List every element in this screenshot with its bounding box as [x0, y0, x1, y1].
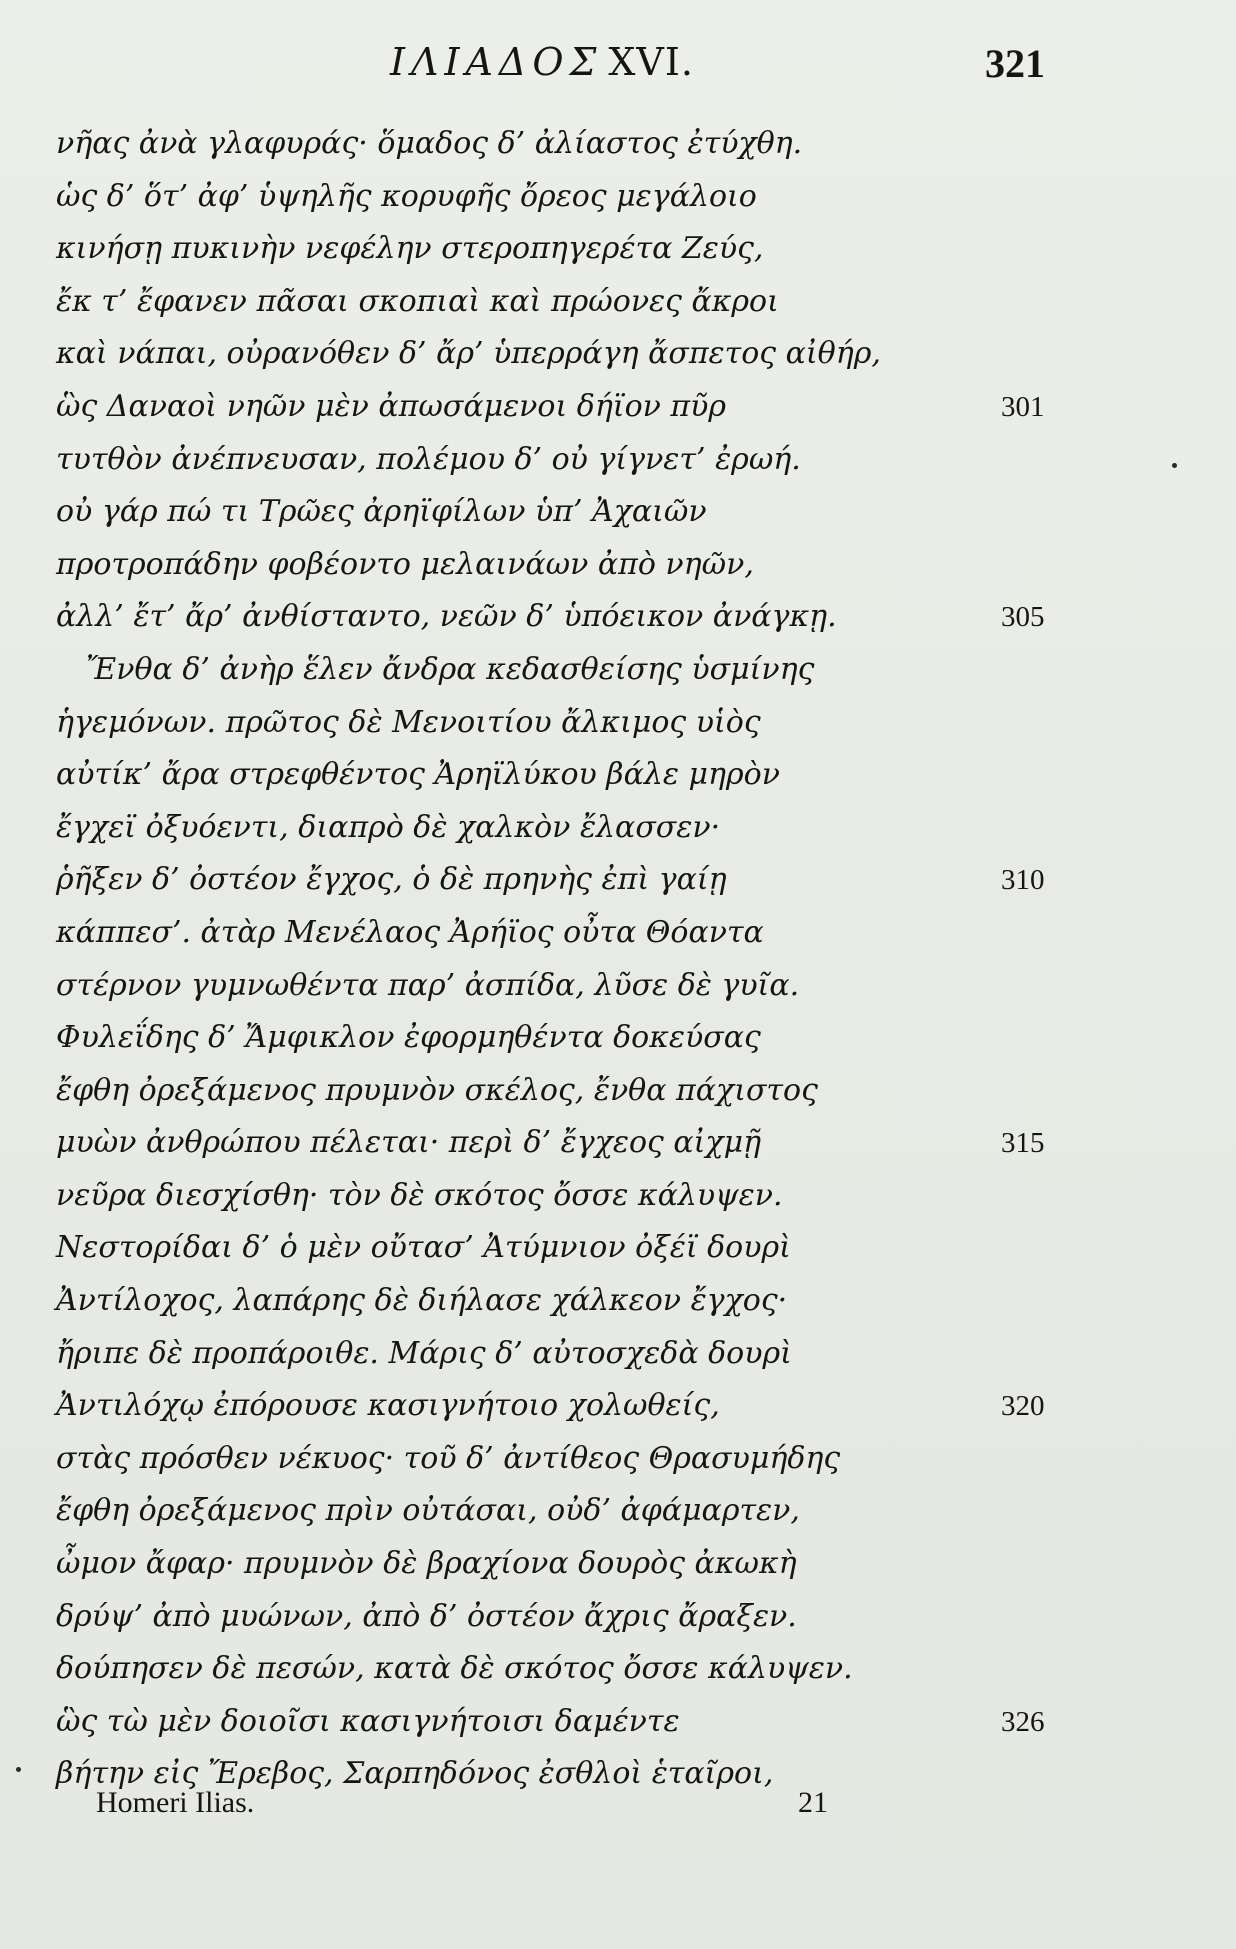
- verse-text: αὐτίκ’ ἄρα στρεφθέντος Ἀρηϊλύκου βάλε μηρὸν: [56, 757, 780, 793]
- verse-text: νεῦρα διεσχίσθη· τὸν δὲ σκότος ὄσσε κάλυψεν.: [56, 1177, 783, 1213]
- verse-text: ἔφθη ὀρεξάμενος πρὶν οὐτάσαι, οὐδ’ ἀφάμαρτεν,: [56, 1493, 800, 1529]
- verse-line: [56, 1485, 1056, 1538]
- page-number: 321: [985, 41, 1045, 86]
- verse-line: [56, 1170, 1056, 1223]
- line-number: 326: [1001, 1705, 1045, 1738]
- verse-text: προτροπάδην φοβέοντο μελαινάων ἀπὸ νηῶν,: [56, 546, 754, 582]
- book-number: XVI.: [608, 40, 694, 84]
- signature-title: Homeri Ilias.: [96, 1786, 255, 1819]
- verse-line: [56, 118, 1056, 171]
- verse-line: [56, 328, 1056, 381]
- verse-text: δούπησεν δὲ πεσών, κατὰ δὲ σκότος ὄσσε κάλυψεν.: [56, 1651, 853, 1687]
- verse-line: [56, 907, 1056, 960]
- verse-text: ἀλλ’ ἔτ’ ἄρ’ ἀνθίσταντο, νεῶν δ’ ὑπόεικον ἀνάγκῃ.: [56, 599, 837, 635]
- verse-text: ἔγχεϊ ὀξυόεντι, διαπρὸ δὲ χαλκὸν ἔλασσεν·: [56, 809, 721, 845]
- verse-text: ἡγεμόνων. πρῶτος δὲ Μενοιτίου ἄλκιμος υἱὸς: [56, 704, 761, 740]
- verse-line: [56, 1275, 1056, 1328]
- verse-line: [56, 697, 1056, 750]
- verse-text: δρύψ’ ἀπὸ μυώνων, ἀπὸ δ’ ὀστέον ἄχρις ἄραξεν.: [56, 1598, 797, 1634]
- verse-line: [56, 276, 1056, 329]
- verse-text: Φυλεΐδης δ’ Ἄμφικλον ἐφορμηθέντα δοκεύσας: [56, 1020, 761, 1056]
- ink-speck: [16, 1767, 21, 1772]
- verse-line: [56, 802, 1056, 855]
- verse-text: ὡς δ’ ὅτ’ ἀφ’ ὑψηλῆς κορυφῆς ὄρεος μεγάλοιο: [56, 178, 757, 214]
- verse-line: [56, 644, 1056, 697]
- verse-text: νῆας ἀνὰ γλαφυράς· ὅμαδος δ’ ἀλίαστος ἐτύχθη.: [56, 126, 803, 161]
- verse-text: βήτην εἰς Ἔρεβος, Σαρπηδόνος ἐσθλοὶ ἑταῖροι,: [56, 1756, 774, 1792]
- verse-line: [56, 1222, 1056, 1275]
- running-head-title: [390, 40, 694, 84]
- verse-line: [56, 749, 1056, 802]
- line-number: 310: [1001, 864, 1045, 897]
- verse-text: οὐ γάρ πώ τι Τρῶες ἀρηϊφίλων ὑπ’ Ἀχαιῶν: [56, 494, 707, 530]
- verse-line: [56, 591, 1056, 644]
- verse-line: [56, 1643, 1056, 1696]
- verse-text: Νεστορίδαι δ’ ὁ μὲν οὔτασ’ Ἀτύμνιον ὀξέϊ δουρὶ: [56, 1230, 791, 1266]
- verse-text: ἤριπε δὲ προπάροιθε. Μάρις δ’ αὐτοσχεδὰ δουρὶ: [56, 1335, 792, 1371]
- verse-line: [56, 960, 1056, 1013]
- verse-line: [56, 1696, 1056, 1749]
- verse-text: κάππεσ’. ἀτὰρ Μενέλαος Ἀρήϊος οὖτα Θόαντα: [56, 914, 764, 950]
- signature-line: [0, 1786, 1236, 1836]
- verse-text: ὣς Δαναοὶ νηῶν μὲν ἀπωσάμενοι δήϊον πῦρ: [56, 388, 726, 424]
- verse-line: [56, 434, 1056, 487]
- verse-line: [56, 1591, 1056, 1644]
- verse-line: [56, 1117, 1056, 1170]
- running-head: [0, 40, 1236, 100]
- verse-text: καὶ νάπαι, οὐρανόθεν δ’ ἄρ’ ὑπερράγη ἄσπετος αἰθήρ,: [56, 336, 881, 372]
- verse-text: ὦμον ἄφαρ· πρυμνὸν δὲ βραχίονα δουρὸς ἀκωκὴ: [56, 1546, 797, 1582]
- verse-line: [56, 486, 1056, 539]
- verse-line: [56, 1380, 1056, 1433]
- verse-text: ῥῆξεν δ’ ὀστέον ἔγχος, ὁ δὲ πρηνὴς ἐπὶ γαίῃ: [56, 862, 727, 898]
- signature-number: 21: [798, 1786, 828, 1819]
- verse-text: Ἔνθα δ’ ἀνὴρ ἕλεν ἄνδρα κεδασθείσης ὑσμίνης: [86, 651, 815, 687]
- verse-line: [56, 381, 1056, 434]
- verse-text: Ἀντίλοχος, λαπάρης δὲ διήλασε χάλκεον ἔγχος·: [56, 1283, 788, 1319]
- ink-speck: [1172, 463, 1177, 468]
- verse-text: ὣς τὼ μὲν δοιοῖσι κασιγνήτοισι δαμέντε: [56, 1703, 680, 1739]
- line-number: 320: [1001, 1390, 1045, 1423]
- verse-text: ἔφθη ὀρεξάμενος πρυμνὸν σκέλος, ἔνθα πάχιστος: [56, 1072, 818, 1108]
- verse-line: [56, 854, 1056, 907]
- verse-text: μυὼν ἀνθρώπου πέλεται· περὶ δ’ ἔγχεος αἰχμῇ: [56, 1125, 762, 1161]
- verse-text: ἔκ τ’ ἔφανεν πᾶσαι σκοπιαὶ καὶ πρώονες ἄκροι: [56, 283, 779, 319]
- line-number: 315: [1001, 1127, 1045, 1160]
- line-number: 301: [1001, 390, 1045, 423]
- verse-line: [56, 1328, 1056, 1381]
- work-title: ΙΛΙΑΔΟΣ: [390, 40, 603, 84]
- verse-text: στὰς πρόσθεν νέκυος· τοῦ δ’ ἀντίθεος Θρασυμήδης: [56, 1440, 841, 1476]
- verse-line: [56, 223, 1056, 276]
- line-number: 305: [1001, 601, 1045, 634]
- verse-text: τυτθὸν ἀνέπνευσαν, πολέμου δ’ οὐ γίγνετ’ ἐρωή.: [56, 441, 801, 477]
- verse-line: [56, 1065, 1056, 1118]
- verse-line: [56, 539, 1056, 592]
- verse-text: στέρνον γυμνωθέντα παρ’ ἀσπίδα, λῦσε δὲ γυῖα.: [56, 967, 800, 1003]
- verse-list: [56, 118, 1056, 1801]
- verse-text: Ἀντιλόχῳ ἐπόρουσε κασιγνήτοιο χολωθείς,: [56, 1388, 720, 1424]
- verse-line: [56, 1538, 1056, 1591]
- verse-line: [56, 171, 1056, 224]
- verse-text: κινήσῃ πυκινὴν νεφέλην στεροπηγερέτα Ζεύς,: [56, 231, 764, 267]
- verse-line: [56, 1433, 1056, 1486]
- verse-line: [56, 1012, 1056, 1065]
